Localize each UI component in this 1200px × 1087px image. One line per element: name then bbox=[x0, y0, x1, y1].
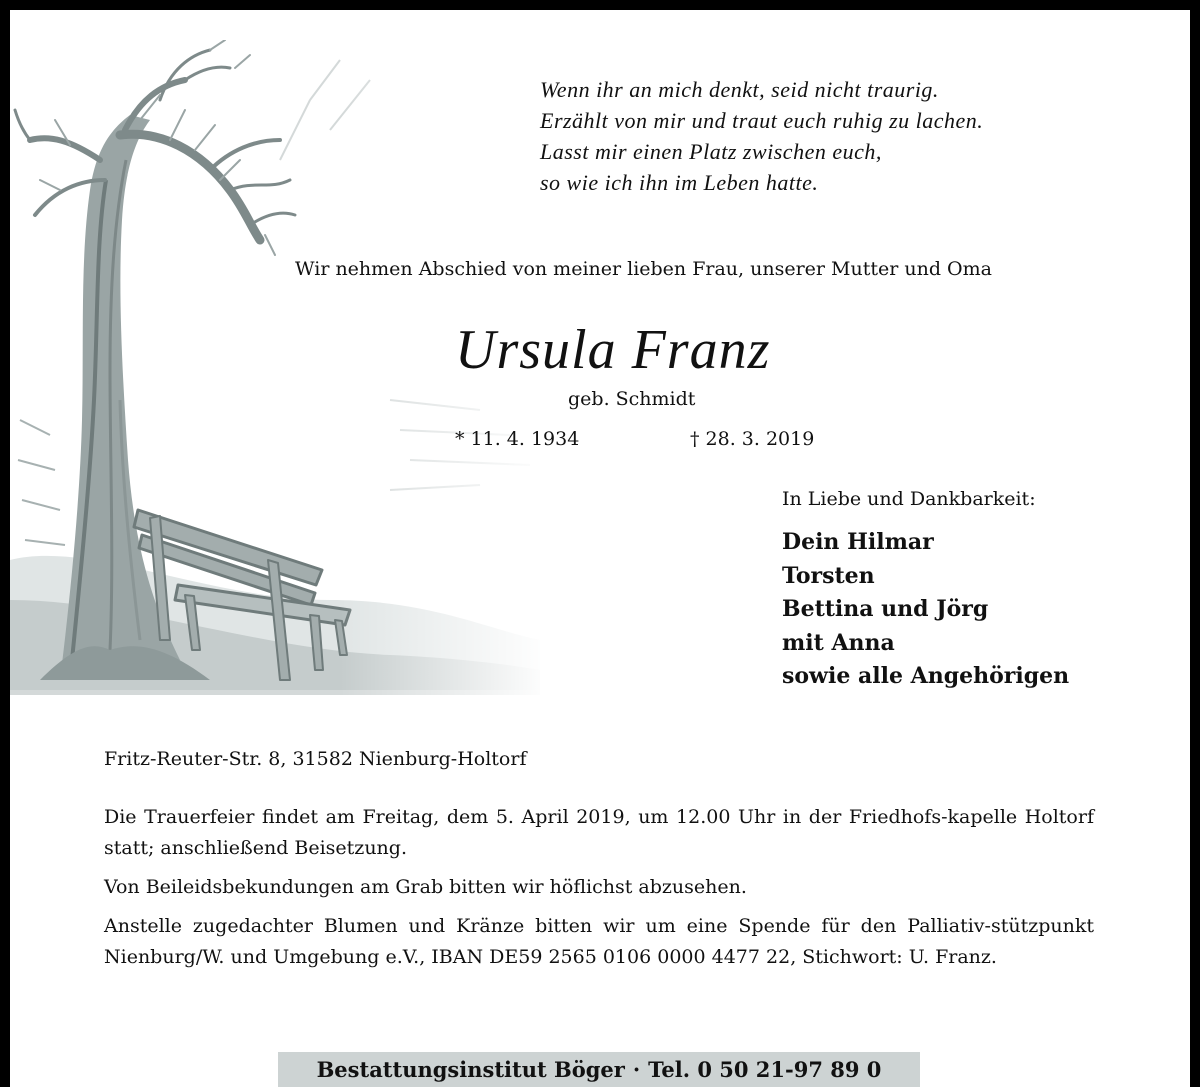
donation-paragraph: Anstelle zugedachter Blumen und Kränze bitten wir um eine Spende für den Palliativ-stützpunkt Nienburg/W. und Umgebung e.V., IBAN DE59 2565 0106 0000 4477 22, Stichwort: U. Franz. bbox=[104, 915, 1094, 968]
farewell-intro: Wir nehmen Abschied von meiner lieben Frau, unserer Mutter und Oma bbox=[295, 258, 992, 280]
mourner-name: Bettina und Jörg bbox=[782, 596, 989, 622]
family-address: Fritz-Reuter-Str. 8, 31582 Nienburg-Holtorf bbox=[104, 748, 527, 770]
funeral-home-phone: Tel. 0 50 21-97 89 0 bbox=[648, 1057, 882, 1082]
frame-left-border bbox=[0, 0, 10, 1087]
funeral-home-name: Bestattungsinstitut Böger bbox=[316, 1057, 625, 1082]
poem-line: Wenn ihr an mich denkt, seid nicht traurig. bbox=[540, 77, 939, 102]
mourner-name: sowie alle Angehörigen bbox=[782, 663, 1070, 689]
frame-right-border bbox=[1190, 0, 1200, 1087]
mourners-list bbox=[782, 526, 1069, 694]
mourner-name: Torsten bbox=[782, 562, 875, 589]
ceremony-paragraph: Die Trauerfeier findet am Freitag, dem 5. April 2019, um 12.00 Uhr in der Friedhofs-kapelle Holtorf statt; anschließend Beisetzung. bbox=[104, 806, 1094, 859]
poem-line: Lasst mir einen Platz zwischen euch, bbox=[540, 139, 882, 164]
footer-separator: · bbox=[632, 1057, 641, 1082]
condolences-paragraph: Von Beileidsbekundungen am Grab bitten wir höflichst abzusehen. bbox=[104, 876, 747, 898]
funeral-home-banner bbox=[278, 1052, 920, 1087]
mourner-name: Dein Hilmar bbox=[782, 529, 934, 555]
frame-top-border bbox=[0, 0, 1200, 10]
deceased-name: Ursula Franz bbox=[455, 319, 771, 381]
poem-line: Erzählt von mir und traut euch ruhig zu lachen. bbox=[540, 108, 984, 133]
birth-date: * 11. 4. 1934 bbox=[455, 428, 580, 450]
mourner-name: mit Anna bbox=[782, 629, 895, 656]
maiden-name: geb. Schmidt bbox=[568, 388, 696, 410]
thanks-line: In Liebe und Dankbarkeit: bbox=[782, 488, 1036, 510]
poem-line: so wie ich ihn im Leben hatte. bbox=[540, 170, 819, 195]
death-date: † 28. 3. 2019 bbox=[690, 428, 815, 450]
poem bbox=[540, 74, 1160, 198]
